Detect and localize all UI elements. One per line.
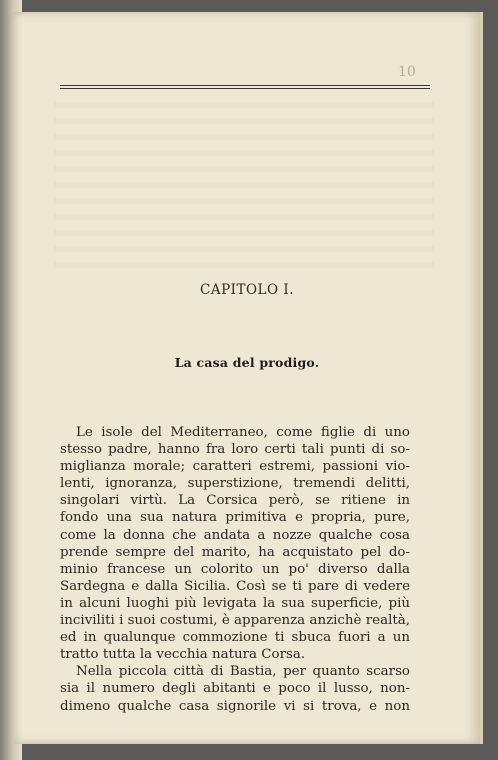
text-line: in alcuni luoghi più levigata la sua superficie, più: [60, 595, 410, 611]
header-rule: [60, 88, 430, 89]
page-number: 10: [398, 64, 416, 80]
header-rule: [60, 85, 430, 86]
text-line: lenti, ignoranza, superstizione, tremendi delitti,: [60, 476, 410, 492]
chapter-heading: CAPITOLO I.: [199, 282, 294, 298]
text-line: singolari virtù. La Corsica però, se ritiene in: [60, 493, 410, 509]
text-line: come la donna che andata a nozze qualche cosa: [60, 527, 410, 543]
text-line: Sardegna e dalla Sicilia. Così se ti pare di vedere: [60, 578, 410, 594]
text-line: miglianza morale; caratteri estremi, passioni vio-: [60, 459, 410, 475]
text-line: inciviliti i suoi costumi, è apparenza anzichè realtà,: [60, 613, 410, 629]
text-line: ed in qualunque commozione ti sbuca fuori a un: [60, 630, 410, 646]
text-line: prende sempre del marito, ha acquistato pel do-: [60, 544, 410, 560]
text-line: tratto tutta la vecchia natura Corsa.: [60, 647, 306, 663]
text-line: stesso padre, hanno fra loro certi tali punti di so-: [60, 442, 410, 458]
show-through-text: [54, 92, 434, 272]
section-title: La casa del prodigo.: [174, 355, 320, 370]
book-page: [14, 12, 483, 744]
text-line: Le isole del Mediterraneo, come figlie di uno: [76, 425, 410, 440]
text-line: sia il numero degli abitanti e poco il lusso, non-: [60, 681, 410, 697]
text-line: dimeno qualche casa signorile vi si trova, e non: [60, 698, 410, 714]
body-text: [60, 424, 410, 715]
text-line: fondo una sua natura primitiva e propria, pure,: [60, 510, 410, 526]
text-line: minio francese un colorito un po' diverso dalla: [60, 561, 410, 577]
text-line: Nella piccola città di Bastia, per quanto scarso: [76, 664, 410, 680]
